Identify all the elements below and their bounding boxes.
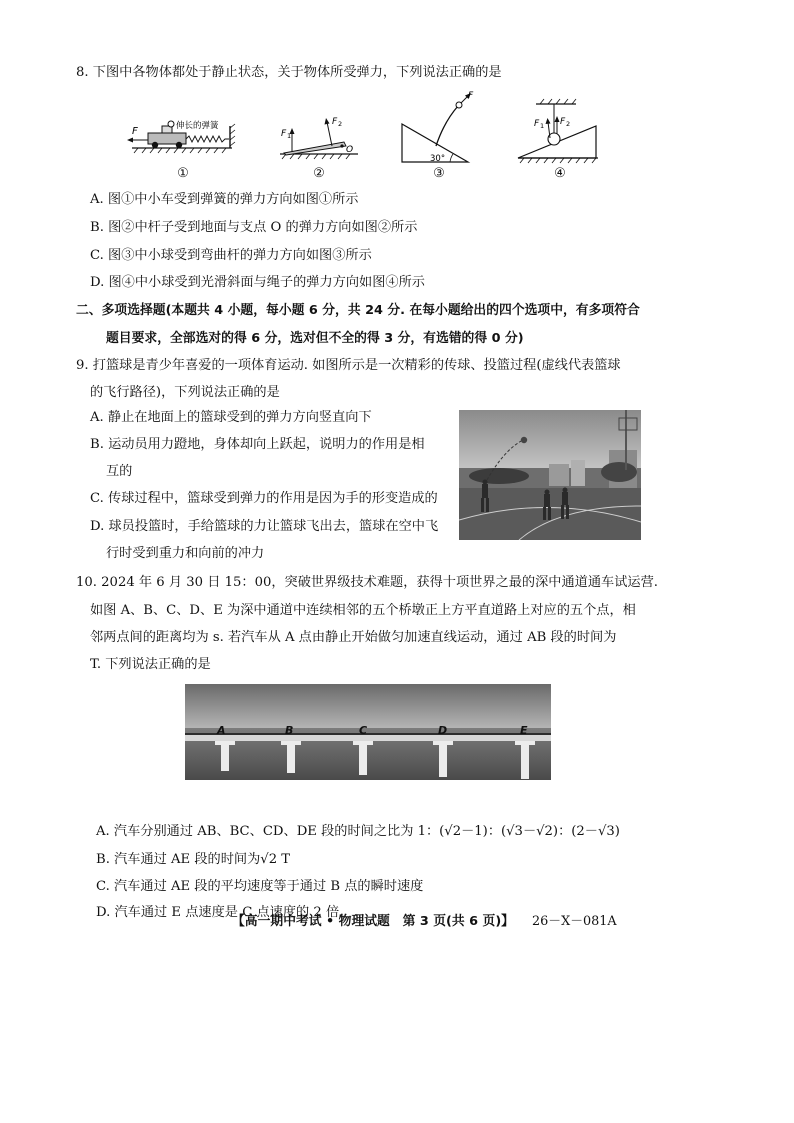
q8-option-a: A. 图①中小车受到弹簧的弹力方向如图①所示: [90, 192, 359, 207]
exam-code: 26－X－081A: [532, 914, 617, 929]
bridge-label-b: B: [285, 724, 294, 737]
q9-option-a: A. 静止在地面上的篮球受到的弹力方向竖直向下: [90, 410, 372, 425]
q8-figure-1: [124, 112, 244, 168]
fig3-angle-label: 30°: [430, 154, 446, 164]
q10-option-d: D. 汽车通过 E 点速度是 C 点速度的 2 倍: [96, 905, 340, 920]
fig4-f1-sub: 1: [540, 122, 545, 130]
q8-figure-3-label: ③: [433, 166, 445, 181]
q10-stem-line2: 如图 A、B、C、D、E 为深中通道中连续相邻的五个桥墩正上方平直道路上对应的五个点，相: [90, 603, 636, 618]
bridge-photo: [185, 684, 551, 780]
fig4-f2-sub: 2: [566, 120, 571, 128]
q10-option-b: B. 汽车通过 AE 段的时间为√2 T: [96, 852, 291, 867]
fig2-f2-sub: 2: [338, 120, 343, 128]
q8-figure-3: [398, 88, 478, 166]
section2-heading-line1: 二、多项选择题(本题共 4 小题，每小题 6 分，共 24 分. 在每小题给出的四个选项中，有多项符合: [76, 303, 640, 318]
fig4-f1-label: F: [534, 119, 540, 129]
bridge-label-e: E: [520, 724, 528, 737]
q8-figure-4: [514, 98, 604, 166]
q9-option-d-line2: 行时受到重力和向前的冲力: [106, 546, 265, 561]
basketball-photo: [459, 410, 641, 540]
q8-figure-1-label: ①: [177, 166, 189, 181]
q8-figure-4-label: ④: [554, 166, 566, 181]
fig4-f2-label: F: [560, 117, 566, 127]
q8-figure-2: [274, 110, 364, 166]
q10-option-a: A. 汽车分别通过 AB、BC、CD、DE 段的时间之比为 1：(√2－1)：(√3－√2)：(2－√3): [96, 824, 620, 839]
section2-heading-line2: 题目要求，全部选对的得 6 分，选对但不全的得 3 分，有选错的得 0 分): [106, 331, 524, 346]
fig1-force-label: F: [132, 126, 138, 137]
q10-stem-line3: 邻两点间的距离均为 s. 若汽车从 A 点由静止开始做匀加速直线运动，通过 AB 段的时间为: [90, 630, 617, 645]
q8-option-c: C. 图③中小球受到弯曲杆的弹力方向如图③所示: [90, 248, 372, 263]
q9-option-b-line2: 互的: [106, 464, 133, 479]
fig1-spring-label: 伸长的弹簧: [176, 121, 219, 131]
q9-stem-line2: 的飞行路径)，下列说法正确的是: [90, 385, 280, 400]
q8-stem: 8. 下图中各物体都处于静止状态，关于物体所受弹力，下列说法正确的是: [76, 65, 502, 80]
bridge-label-d: D: [438, 724, 448, 737]
q9-option-c: C. 传球过程中，篮球受到弹力的作用是因为手的形变造成的: [90, 491, 438, 506]
bridge-label-a: A: [217, 724, 226, 737]
q9-option-b-line1: B. 运动员用力蹬地，身体却向上跃起，说明力的作用是相: [90, 437, 425, 452]
q9-stem-line1: 9. 打篮球是青少年喜爱的一项体育运动. 如图所示是一次精彩的传球、投篮过程(虚线代表篮球: [76, 358, 621, 373]
q10-option-c: C. 汽车通过 AE 段的平均速度等于通过 B 点的瞬时速度: [96, 879, 424, 894]
fig2-f1-label: F: [281, 129, 287, 139]
fig2-f2-label: F: [332, 117, 338, 127]
q10-stem-line1: 10. 2024 年 6 月 30 日 15：00，突破世界级技术难题，获得十项世界之最的深中通道通车试运营.: [76, 575, 658, 590]
page-footer: 【高一期中考试 • 物理试题 第 3 页(共 6 页)】: [232, 914, 514, 929]
bridge-label-c: C: [359, 724, 368, 737]
fig3-force-label: F: [468, 91, 474, 101]
q10-stem-line4: T. 下列说法正确的是: [90, 657, 211, 672]
q8-option-b: B. 图②中杆子受到地面与支点 O 的弹力方向如图②所示: [90, 220, 418, 235]
q9-option-d-line1: D. 球员投篮时，手给篮球的力让篮球飞出去，篮球在空中飞: [90, 519, 439, 534]
fig2-f1-sub: 1: [287, 132, 292, 140]
q8-figure-2-label: ②: [313, 166, 325, 181]
q8-option-d: D. 图④中小球受到光滑斜面与绳子的弹力方向如图④所示: [90, 275, 425, 290]
fig2-o-label: O: [346, 145, 354, 155]
